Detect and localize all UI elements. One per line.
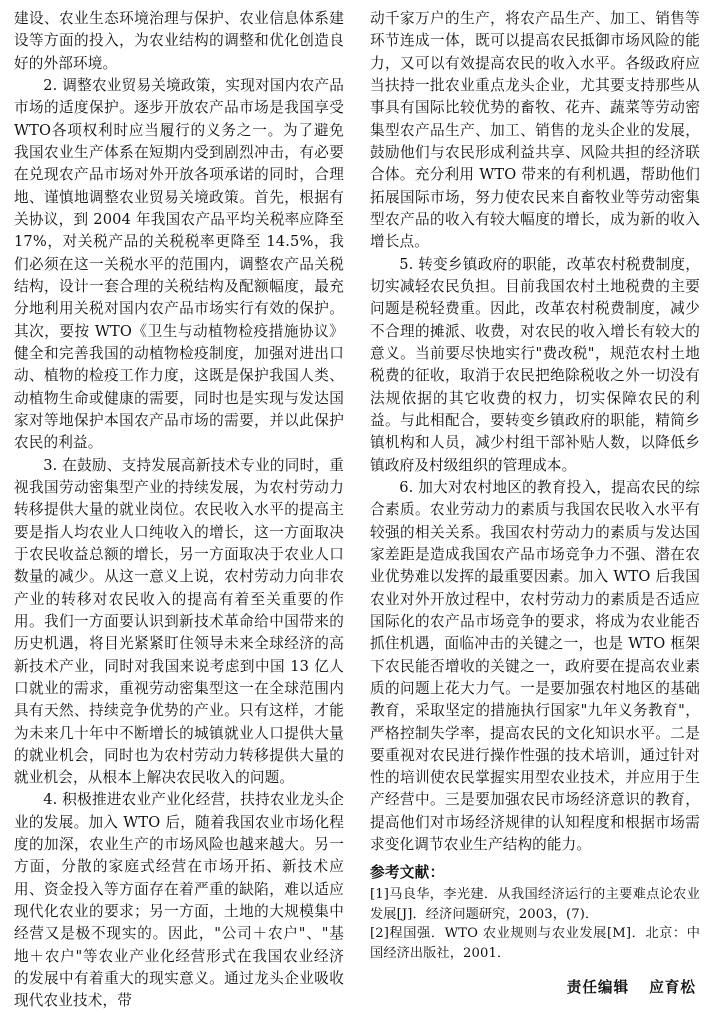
right-column — [370, 8, 700, 996]
footer-editor-name: 应育松 — [649, 978, 696, 996]
reference-item: [1]马良华，李光建．从我国经济运行的主要难点论农业发展[J]．经济问题研究，2003，(7)． — [370, 886, 700, 922]
page-footer — [370, 964, 700, 997]
paragraph: 2. 调整农业贸易关境政策，实现对国内农产品市场的适度保护。逐步开放农产品市场是我国享受WTO各项权利时应当履行的义务之一。为了避免我国农业生产体系在短期内受到剧烈冲击，有必要在兑现农产品市场对外开放各项承诺的同时，合理地、谨慎地调整农业贸易关境政策。首先，根据有关协议，到 2004 年我国农产品平均关税率应降至17%，对关税产品的关税税率更降至 14.5%，我们必须在这一关税水平的范围内，调整农产品关税结构，设计一套合理的关税结构及配额幅度，最充分地利用关税对国内农产品市场实行有效的保护。其次，要按 WTO《卫生与动植物检疫措施协议》健全和完善我国的动植物检疫制度，加强对进出口动、植物的检疫工作力度，这既是保护我国人类、动植物生命或健康的需要，同时也是实现与发达国家对等地保护本国农产品市场的需要，并以此保护农民的利益。 — [14, 76, 344, 452]
footer-label: 责任编辑 — [566, 978, 630, 996]
left-column — [14, 8, 344, 1010]
paragraph: 5. 转变乡镇政府的职能，改革农村税费制度，切实减轻农民负担。目前我国农村土地税费的主要问题是税轻费重。因此，改革农村税费制度，减少不合理的摊派、收费，对农民的收入增长有较大的意义。当前要尽快地实行"费改税"，规范农村土地税费的征收，取消于农民把绝除税收之外一切没有法规依据的其它收费的权力，切实保障农民的利益。与此相配合，要转变乡镇政府的职能，精简乡镇机构和人员，减少村组干部补贴人数，以降低乡镇政府及村级组织的管理成本。 — [370, 255, 700, 474]
paragraph: 4. 积极推进农业产业化经营，扶持农业龙头企业的发展。加入 WTO 后，随着我国农业市场化程度的加深，农业生产的市场风险也越来越大。另一方面，分散的家庭式经营在市场开拓、新技术应用、资金投入等方面存在着严重的缺陷，难以适应现代化农业的要求；另一方面，土地的大规模集中经营又是极不现实的。因此，"公司＋农户"、"基地＋农户"等农业产业化经营形式在我国农业经济的发展中有着重大的现实意义。通过龙头企业吸收现代农业技术，带 — [14, 791, 344, 1010]
reference-item: [2]程国强．WTO 农业规则与农业发展[M]．北京：中国经济出版社，2001． — [370, 926, 700, 962]
paragraph: 3. 在鼓励、支持发展高新技术专业的同时，重视我国劳动密集型产业的持续发展，为农村劳动力转移提供大量的就业岗位。农民收入水平的提高主要是指人均农业人口纯收入的增长，这一方面取决于农民收益总额的增长，另一方面取决于农业人口数量的减少。从这一意义上说，农村劳动力向非农产业的转移对农民收入的提高有着至关重要的作用。我们一方面要认识到新技术革命给中国带来的历史机遇，将目光紧紧盯住领导未来全球经济的高新技术产业，同时对我国来说考虑到中国 13 亿人口就业的需求，重视劳动密集型这一在全球范围内具有天然、持续竞争优势的产业。只有这样，才能为未来几十年中不断增长的城镇就业人口提供大量的就业机会，同时也为农村劳动力转移提供大量的就业机会，从根本上解决农民收入的问题。 — [14, 456, 344, 787]
paragraph: 建设、农业生态环境治理与保护、农业信息体系建设等方面的投入，为农业结构的调整和优化创造良好的外部环境。 — [14, 10, 344, 72]
references-heading: 参考文献： — [370, 864, 445, 882]
paragraph: 动千家万户的生产，将农产品生产、加工、销售等环节连成一体，既可以提高农民抵御市场风险的能力，又可以有效提高农民的收入水平。各级政府应当扶持一批农业重点龙头企业，尤其要支持那些从事具有国际比较优势的畜牧、花卉、蔬菜等劳动密集型农产品生产、加工、销售的龙头企业的发展，鼓励他们与农民形成利益共享、风险共担的经济联合体。充分利用 WTO 带来的有利机遇，帮助他们拓展国际市场，努力使农民来自畜牧业等劳动密集型农产品的收入有较大幅度的增长，成为新的收入增长点。 — [370, 10, 700, 251]
paragraph: 6. 加大对农村地区的教育投入，提高农民的综合素质。农业劳动力的素质与我国农民收入水平有较强的相关关系。我国农村劳动力的素质与发达国家差距是造成我国农产品市场竞争力不强、潜在农业优势难以发挥的最重要因素。加入 WTO 后我国农业对外开放过程中，农村劳动力的素质是否适应国际化的农产品市场竞争的要求，将成为农业能否抓住机遇，面临冲击的关键之一，也是 WTO 框架下农民能否增收的关键之一，政府要在提高农业素质的问题上花大力气。一是要加强农村地区的基础教育，采取坚定的措施执行国家"九年义务教育"，严格控制失学率，提高农民的文化知识水平。二是要重视对农民进行操作性强的技术培训，通过针对性的培训使农民掌握实用型农业技术，并应用于生产经营中。三是要加强农民市场经济意识的教育，提高他们对市场经济规律的认知程度和根据市场需求变化调节农业生产结构的能力。 — [370, 478, 700, 854]
